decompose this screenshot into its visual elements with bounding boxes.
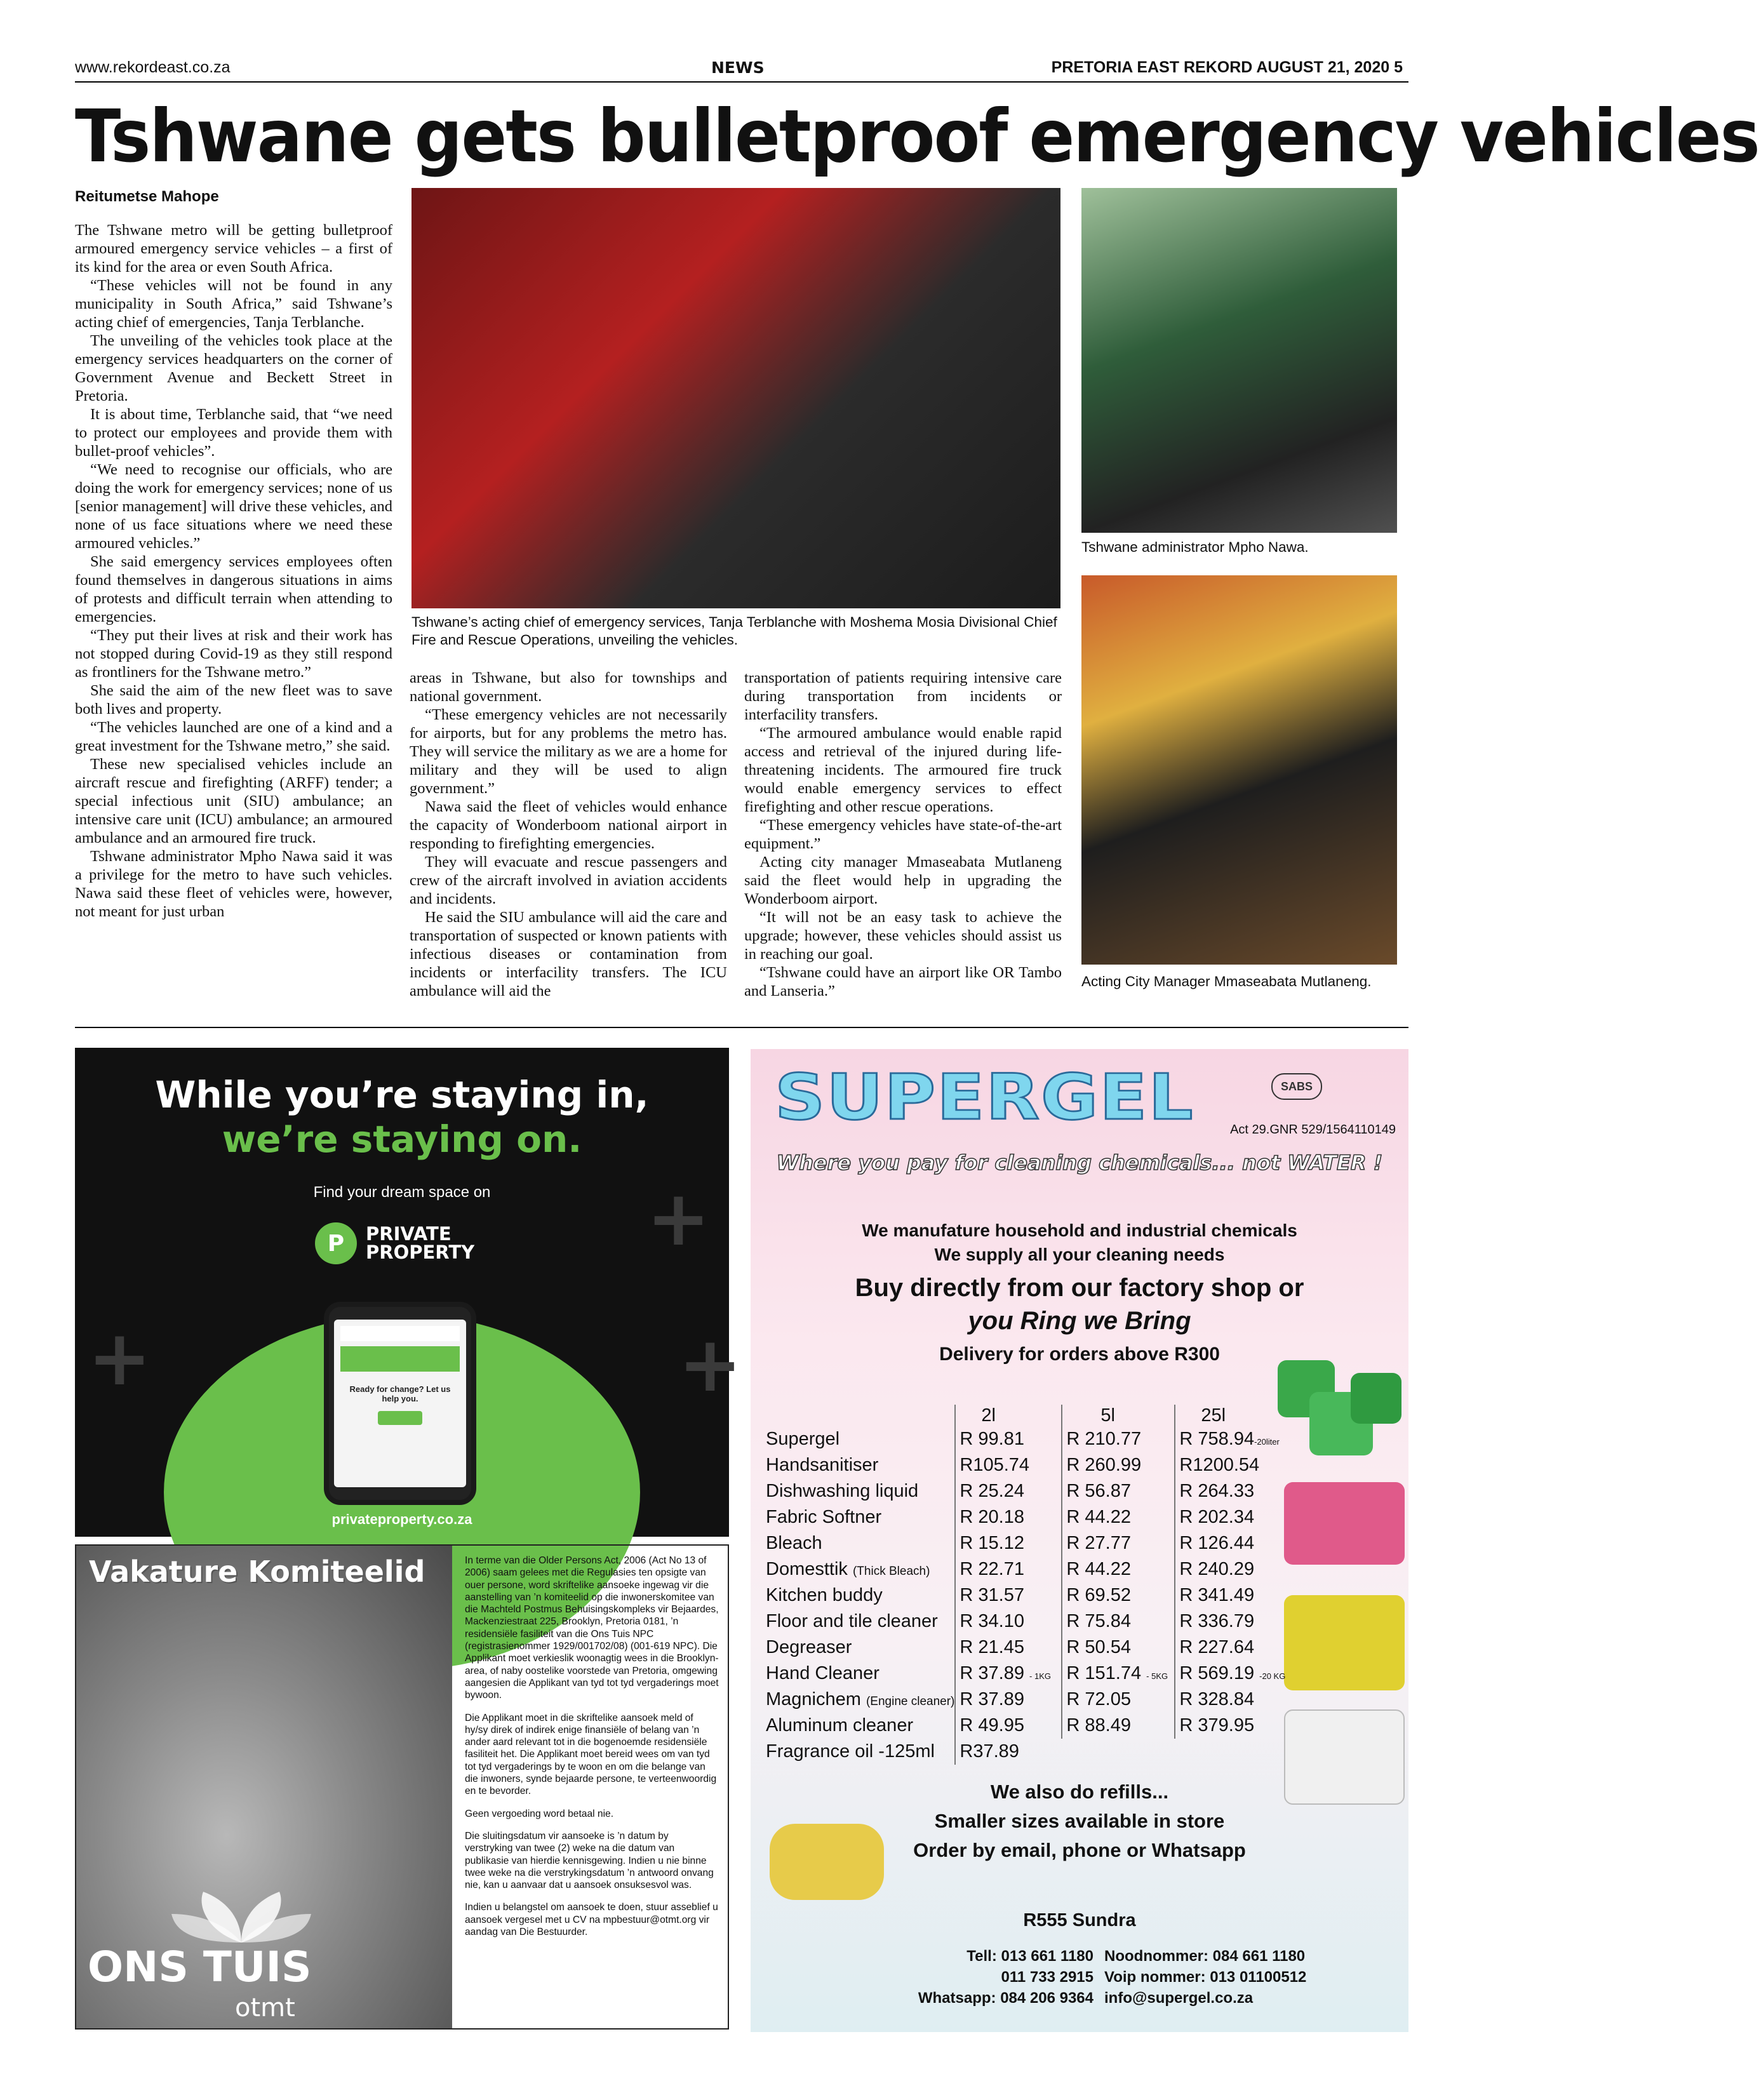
emergency-number[interactable]: Noodnommer: 084 661 1180 <box>1104 1948 1306 1965</box>
price-note: -20liter <box>1254 1437 1280 1447</box>
supergel-logo: SUPERGEL <box>775 1060 1194 1134</box>
paragraph: These new specialised vehicles include an aircraft rescue and firefighting (ARFF) tender; a special infectious unit (SIU) ambulance; an intensive care unit (ICU) ambulance; an armoured ambulance and an armoured fire truck. <box>75 756 392 846</box>
table-row <box>766 1452 1285 1478</box>
vakature-ad <box>75 1544 729 2030</box>
paragraph: “These vehicles will not be found in any municipality in South Africa,” said Tshwane’s acting chief of emergencies, Tanja Terblanche. <box>75 277 392 331</box>
price-5l: R 75.84 <box>1062 1608 1175 1635</box>
price-2l: R 31.57 <box>955 1582 1062 1608</box>
price-note: - 5KG <box>1146 1671 1168 1681</box>
contact-left <box>884 1946 1094 2009</box>
price-2l: R 34.10 <box>955 1608 1062 1635</box>
price-5l: R 88.49 <box>1062 1713 1175 1739</box>
price-25l <box>1175 1739 1285 1765</box>
price-25l: R 202.34 <box>1175 1504 1285 1530</box>
product-name: Hand Cleaner <box>766 1663 880 1683</box>
table-row <box>766 1426 1285 1452</box>
paragraph: She said emergency services employees often found themselves in dangerous situations in aims of protests and difficult terrain when attending to emergencies. <box>75 553 392 625</box>
paragraph: “The armoured ambulance would enable rapid access and retrieval of the injured during life-threatening incidents. The armoured fire truck would enable emergency services to effect firefighting and other rescue operations. <box>744 725 1062 815</box>
product-name: Supergel <box>766 1429 840 1449</box>
product-name: Fragrance oil -125ml <box>766 1741 935 1762</box>
price-note: -20 KG <box>1259 1671 1286 1681</box>
supergel-address: R555 Sundra <box>1023 1910 1136 1930</box>
photo-vehicle-unveiling <box>411 188 1060 608</box>
price-2l: R 49.95 <box>955 1713 1062 1739</box>
table-row <box>766 1556 1285 1582</box>
table-row <box>766 1478 1285 1504</box>
price-2l: R 21.45 <box>955 1635 1062 1661</box>
product-name: Aluminum cleaner <box>766 1715 914 1736</box>
ons-tuis-logo-text: ONS TUIS <box>88 1943 312 1991</box>
paragraph: Die Applikant moet in die skriftelike aansoek meld of hy/sy direk of indirek enige finansiële of belang van ’n ander aard relevant tot in die bogenoemde residensiële fasiliteit het. Die Applikant moet bereid wees om van tyd tot tyd vergaderings by te woon en om die belange van die inwoners, synde bejaarde persone, te verteenwoordig en te bevorder. <box>465 1712 717 1797</box>
price-2l: R 37.89 <box>960 1663 1024 1683</box>
leaf-logo-icon <box>171 1889 311 1946</box>
price-25l: R 126.44 <box>1175 1530 1285 1556</box>
paragraph: They will evacuate and rescue passengers and crew of the aircraft involved in aviation accidents and incidents. <box>410 853 727 907</box>
paragraph: “These emergency vehicles are not necessarily for airports, but for any problems the metro has. They will service the military as we are a home for military and they will be used to align government.” <box>410 706 727 797</box>
price-5l: R 56.87 <box>1062 1478 1175 1504</box>
phone-screen-text: Ready for change? Let us help you. <box>349 1384 451 1403</box>
price-2l: R 25.24 <box>955 1478 1062 1504</box>
product-name: Kitchen buddy <box>766 1585 883 1605</box>
publication-date: PRETORIA EAST REKORD AUGUST 21, 2020 5 <box>1051 58 1403 76</box>
header-rule <box>75 81 1408 83</box>
paragraph: Tshwane administrator Mpho Nawa said it was a privilege for the metro to have such vehicles. Nawa said these fleet of vehicles were, however, not meant for just urban <box>75 848 392 920</box>
bottle-product-image <box>1284 1595 1405 1690</box>
paragraph: He said the SIU ambulance will aid the care and transportation of suspected or known patients with infectious diseases or contamination from incidents or interfacility transfers. The ICU ambulance will aid the <box>410 909 727 1000</box>
phone-screen-button <box>378 1411 422 1425</box>
price-2l: R 99.81 <box>955 1426 1062 1452</box>
paragraph: In terme van die Older Persons Act, 2006 (Act No 13 of 2006) saam gelees met die Regulasies ten opsigte van ouer persone, word skriftelike aansoeke ingewag vir die aanstelling van ’n komiteelid op die inwonerskomitee van die Machteld Postmus Behuisingskompleks vir Bejaardes, Mackenziestraat 225, Brooklyn, Pretoria 0181, ’n residensiële fasiliteit van die Ons Tuis NPC (registrasienommer 1929/001702/08) (001-619 NPC). Die Applikant moet verkieslik woonagtig wees in die Brooklyn-area, of naby oostelike voorstede van Pretoria, omgewing aangesien die Applikant van tyd tot tyd vergaderings moet bywoon. <box>465 1555 719 1701</box>
price-5l: R 44.22 <box>1062 1504 1175 1530</box>
vakature-title: Vakature Komiteelid <box>89 1555 425 1589</box>
article-column-3 <box>744 669 1062 1028</box>
price-25l: R 758.94 <box>1179 1429 1255 1449</box>
ad-line: We supply all your cleaning needs <box>934 1245 1225 1264</box>
price-25l: R 379.95 <box>1175 1713 1285 1739</box>
price-25l: R 227.64 <box>1175 1635 1285 1661</box>
private-property-ad[interactable] <box>75 1048 742 1537</box>
product-name: Bleach <box>766 1533 822 1553</box>
size-header: 2l <box>955 1405 1062 1426</box>
order-text: Order by email, phone or Whatsapp <box>913 1839 1246 1861</box>
price-25l: R 569.19 <box>1179 1663 1255 1683</box>
logo-text-line1: PRIVATE <box>366 1223 451 1245</box>
ad-headline-line2: we’re staying on. <box>222 1118 582 1161</box>
plus-decor-icon: + <box>88 1314 152 1403</box>
paragraph: Acting city manager Mmaseabata Mutlaneng said the fleet would help in upgrading the Wonderboom airport. <box>744 853 1062 907</box>
price-2l: R 22.71 <box>955 1556 1062 1582</box>
price-table-header <box>766 1405 1285 1426</box>
table-row <box>766 1635 1285 1661</box>
ad-url[interactable]: privateproperty.co.za <box>331 1511 472 1527</box>
paragraph: “The vehicles launched are one of a kind and a great investment for the Tshwane metro,” she said. <box>75 719 392 754</box>
price-25l: R 341.49 <box>1175 1582 1285 1608</box>
price-5l: R 210.77 <box>1062 1426 1175 1452</box>
paragraph: Geen vergoeding word betaal nie. <box>465 1808 614 1819</box>
paragraph: “They put their lives at risk and their work has not stopped during Covid-19 as they still respond as frontliners for the Tshwane metro.” <box>75 627 392 681</box>
email-link[interactable]: info@supergel.co.za <box>1104 1990 1254 2007</box>
size-header: 25l <box>1175 1405 1285 1426</box>
price-5l: R 69.52 <box>1062 1582 1175 1608</box>
caption-mutlaneng: Acting City Manager Mmaseabata Mutlaneng. <box>1081 973 1372 989</box>
table-row <box>766 1530 1285 1556</box>
product-name: Degreaser <box>766 1637 852 1657</box>
table-row <box>766 1582 1285 1608</box>
paragraph: “It will not be an easy task to achieve the upgrade; however, these vehicles should assist us in reaching our goal. <box>744 909 1062 963</box>
private-property-logo <box>315 1222 474 1264</box>
private-property-logo-icon: P <box>315 1222 357 1264</box>
size-header: 5l <box>1062 1405 1175 1426</box>
paragraph: “Tshwane could have an airport like OR Tambo and Lanseria.” <box>744 964 1062 1000</box>
price-2l: R105.74 <box>955 1452 1062 1478</box>
product-name: Magnichem <box>766 1689 861 1709</box>
supergel-ad <box>751 1049 1408 2032</box>
ad-line: Delivery for orders above R300 <box>939 1344 1220 1365</box>
bottle-product-image <box>1284 1482 1405 1565</box>
product-name: Handsanitiser <box>766 1455 879 1475</box>
phone-number[interactable]: Tell: 013 661 1180 <box>966 1948 1094 1965</box>
act-reference: Act 29.GNR 529/1564110149 <box>1230 1123 1396 1137</box>
plus-decor-icon: + <box>646 1175 711 1263</box>
voip-number[interactable]: Voip nommer: 013 01100512 <box>1104 1969 1307 1986</box>
ad-headline-line1: While you’re staying in, <box>155 1073 649 1116</box>
plus-decor-icon: + <box>678 1321 742 1409</box>
caption-nawa: Tshwane administrator Mpho Nawa. <box>1081 539 1309 555</box>
whatsapp-number[interactable]: Whatsapp: 084 206 9364 <box>918 1990 1094 2007</box>
paragraph: “We need to recognise our officials, who are doing the work for emergency services; none of us [senior management] will drive these vehicles, and none of us face situations where we need these armoured vehicles.” <box>75 461 392 552</box>
product-name: Dishwashing liquid <box>766 1481 919 1501</box>
ad-line: you Ring we Bring <box>968 1307 1191 1335</box>
sizes-text: Smaller sizes available in store <box>934 1810 1225 1832</box>
contact-right <box>1104 1946 1371 2009</box>
price-5l: R 27.77 <box>1062 1530 1175 1556</box>
paragraph: transportation of patients requiring intensive care during transportation from incidents or interfacility transfers. <box>744 669 1062 723</box>
paragraph: Indien u belangstel om aansoek te doen, stuur asseblief u aansoek vergesel met u CV na mpbestuur@otmt.org vir aandag van Die Bestuurder. <box>465 1902 718 1938</box>
table-row <box>766 1739 1285 1765</box>
ad-find-text: Find your dream space on <box>313 1184 491 1201</box>
product-subname: (Thick Bleach) <box>852 1565 930 1578</box>
price-5l: R 151.74 <box>1066 1663 1142 1683</box>
ad-line: We manufature household and industrial chemicals <box>862 1221 1297 1240</box>
section-label: NEWS <box>711 58 765 77</box>
paragraph: Nawa said the fleet of vehicles would enhance the capacity of Wonderboom national airport in responding to firefighting emergencies. <box>410 798 727 852</box>
logo-text-line2: PROPERTY <box>366 1241 475 1263</box>
article-column-1 <box>75 221 392 1027</box>
price-25l: R 264.33 <box>1175 1478 1285 1504</box>
price-note: - 1KG <box>1029 1671 1051 1681</box>
price-2l: R 37.89 <box>955 1687 1062 1713</box>
photo-mpho-nawa <box>1081 188 1397 533</box>
sabs-badge: SABS <box>1271 1073 1322 1100</box>
table-row <box>766 1687 1285 1713</box>
price-25l: R 240.29 <box>1175 1556 1285 1582</box>
photo-mmaseabata-mutlaneng <box>1081 575 1397 965</box>
bucket-product-image <box>1351 1373 1401 1424</box>
supergel-tagline: Where you pay for cleaning chemicals... not WATER ! <box>776 1151 1383 1175</box>
caption-main-photo: Tshwane’s acting chief of emergency services, Tanja Terblanche with Moshema Mosia Divisional Chief Fire and Rescue Operations, unveiling the vehicles. <box>411 614 1057 648</box>
price-2l: R37.89 <box>955 1739 1062 1765</box>
hands-photo <box>76 1546 452 2028</box>
refill-text: We also do refills... <box>990 1781 1169 1803</box>
price-5l: R 44.22 <box>1062 1556 1175 1582</box>
phone-mockup <box>324 1302 476 1505</box>
price-5l: R 260.99 <box>1062 1452 1175 1478</box>
price-25l: R1200.54 <box>1175 1452 1285 1478</box>
table-row <box>766 1504 1285 1530</box>
price-2l: R 20.18 <box>955 1504 1062 1530</box>
price-25l: R 328.84 <box>1175 1687 1285 1713</box>
product-name: Fabric Softner <box>766 1507 882 1527</box>
table-row <box>766 1608 1285 1635</box>
headline: Tshwane gets bulletproof emergency vehicles <box>75 94 1759 178</box>
paragraph: Die sluitingsdatum vir aansoeke is ’n datum by verstryking van twee (2) weke na die datum van publikasie van hierdie kennisgewing. Indien u nie binne twee weke na die verstrykingsdatum ’n antwoord onvang nie, kan u aanvaar dat u aansoek onsuksesvol was. <box>465 1830 714 1891</box>
paragraph: The Tshwane metro will be getting bulletproof armoured emergency service vehicles – a first of its kind for the area or even South Africa. <box>75 222 392 276</box>
otmt-logo-text: otmt <box>235 1993 295 2023</box>
paragraph: She said the aim of the new fleet was to save both lives and property. <box>75 682 392 718</box>
ad-line: Buy directly from our factory shop or <box>855 1274 1304 1302</box>
price-5l <box>1062 1739 1175 1765</box>
price-5l: R 50.54 <box>1062 1635 1175 1661</box>
product-subname: (Engine cleaner) <box>866 1695 955 1708</box>
price-2l: R 15.12 <box>955 1530 1062 1556</box>
table-row <box>766 1713 1285 1739</box>
price-25l: R 336.79 <box>1175 1608 1285 1635</box>
paragraph: It is about time, Terblanche said, that “we need to protect our employees and provide them with bullet-proof vehicles”. <box>75 406 392 460</box>
phone-number[interactable]: 011 733 2915 <box>1001 1969 1094 1986</box>
brush-product-image <box>770 1824 884 1900</box>
article-bottom-rule <box>75 1027 1408 1028</box>
product-name: Domesttik <box>766 1559 848 1579</box>
paragraph: areas in Tshwane, but also for townships and national government. <box>410 669 727 705</box>
byline: Reitumetse Mahope <box>75 188 219 205</box>
vakature-body <box>465 1555 719 1948</box>
paragraph: The unveiling of the vehicles took place at the emergency services headquarters on the corner of Government Avenue and Beckett Street in Pretoria. <box>75 332 392 405</box>
paragraph: “These emergency vehicles have state-of-the-art equipment.” <box>744 817 1062 852</box>
table-row <box>766 1661 1285 1687</box>
article-column-2 <box>410 669 727 1028</box>
site-url: www.rekordeast.co.za <box>75 58 231 76</box>
price-table <box>766 1405 1285 1765</box>
product-name: Floor and tile cleaner <box>766 1611 938 1631</box>
price-5l: R 72.05 <box>1062 1687 1175 1713</box>
